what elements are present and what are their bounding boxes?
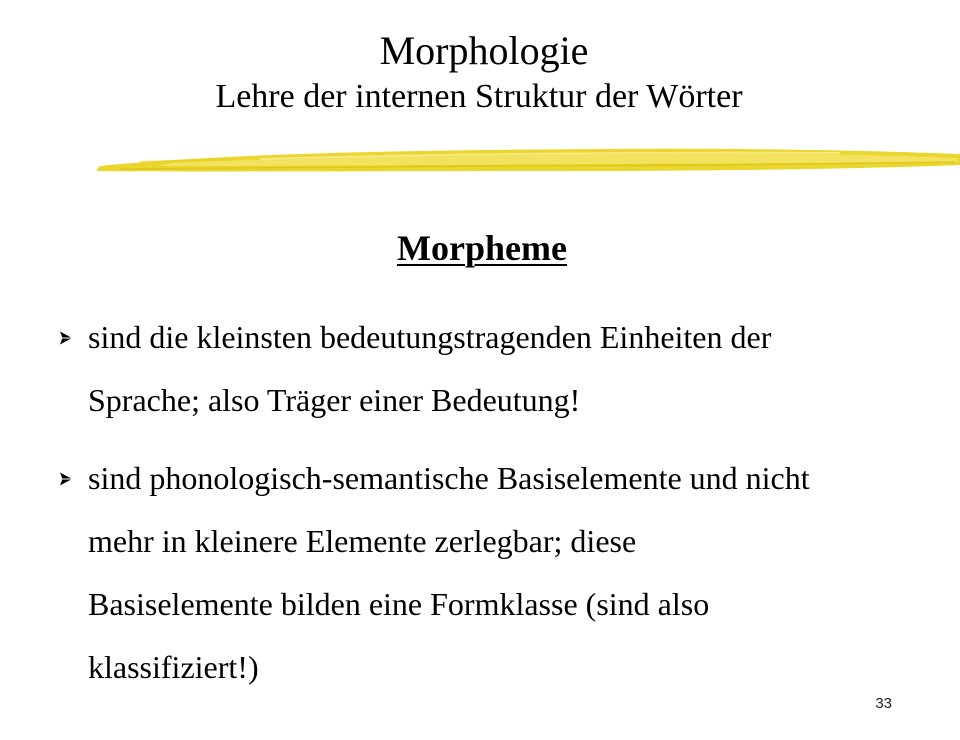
section-heading: Morpheme <box>397 228 567 268</box>
bullet-item <box>58 447 938 699</box>
bullet-line: sind die kleinsten bedeutungstragenden Einheiten der <box>88 319 772 355</box>
bullet-list <box>58 306 938 714</box>
arrowhead-bullet-icon <box>58 330 74 346</box>
slide-title: Morphologie <box>379 28 589 73</box>
arrowhead-bullet-icon <box>58 471 74 487</box>
bullet-line: sind phonologisch-semantische Basiselemente und nicht <box>88 460 810 496</box>
page-number: 33 <box>875 695 892 712</box>
slide-subtitle: Lehre der internen Struktur der Wörter <box>215 78 743 115</box>
bullet-line: Basiselemente bilden eine Formklasse (sind also <box>88 586 710 622</box>
bullet-item <box>58 306 938 432</box>
bullet-line: Sprache; also Träger einer Bedeutung! <box>88 382 581 418</box>
brush-stroke-underline <box>0 138 960 182</box>
bullet-line: klassifiziert!) <box>88 649 259 685</box>
bullet-line: mehr in kleinere Elemente zerlegbar; diese <box>88 523 637 559</box>
title-block <box>0 28 960 117</box>
